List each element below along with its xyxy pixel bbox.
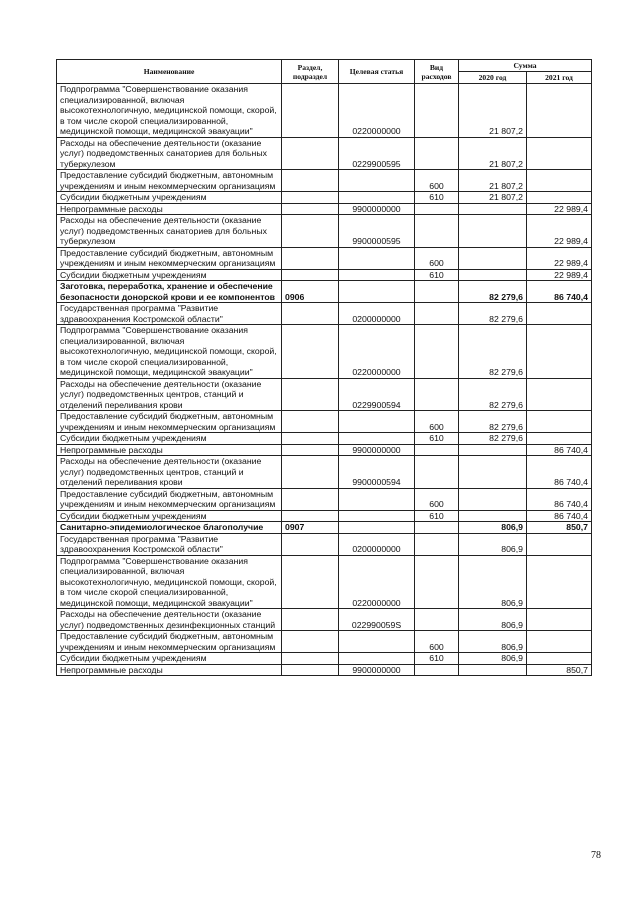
row-expense-type: 600 xyxy=(415,631,459,653)
row-expense-type xyxy=(415,522,459,534)
row-section xyxy=(282,488,339,510)
row-sum-2020: 82 279,6 xyxy=(459,325,527,379)
table-row xyxy=(57,664,592,676)
row-sum-2021 xyxy=(527,653,592,665)
header-sum: Сумма xyxy=(459,60,592,72)
row-name: Расходы на обеспечение деятельности (оказание услуг) подведомственных центров, станций и отделений переливания крови xyxy=(57,378,282,411)
header-year-2021: 2021 год xyxy=(527,72,592,84)
row-sum-2021 xyxy=(527,555,592,609)
row-name: Подпрограмма "Совершенствование оказания специализированной, включая высокотехнологичную, медицинской помощи, скорой, в том числе скорой специализированной, медицинской помощи, медицинской эвакуации" xyxy=(57,84,282,138)
row-target xyxy=(339,488,415,510)
row-section xyxy=(282,555,339,609)
table-row xyxy=(57,281,592,303)
row-target: 9900000000 xyxy=(339,664,415,676)
header-expense-type: Вид расходов xyxy=(415,60,459,84)
row-expense-type xyxy=(415,215,459,248)
table-row xyxy=(57,631,592,653)
row-expense-type: 600 xyxy=(415,170,459,192)
header-name: Наименование xyxy=(57,60,282,84)
row-sum-2020: 806,9 xyxy=(459,653,527,665)
header-target: Целевая статья xyxy=(339,60,415,84)
row-sum-2020: 21 807,2 xyxy=(459,137,527,170)
row-name: Непрограммные расходы xyxy=(57,664,282,676)
row-sum-2021 xyxy=(527,631,592,653)
row-name: Подпрограмма "Совершенствование оказания специализированной, включая высокотехнологичную, медицинской помощи, скорой, в том числе скорой специализированной, медицинской помощи, медицинской эвакуации" xyxy=(57,555,282,609)
row-target: 0220000000 xyxy=(339,84,415,138)
row-section xyxy=(282,444,339,456)
row-sum-2020: 82 279,6 xyxy=(459,411,527,433)
row-target: 0229900595 xyxy=(339,137,415,170)
row-section: 0906 xyxy=(282,281,339,303)
row-name: Предоставление субсидий бюджетным, автономным учреждениям и иным некоммерческим организациям xyxy=(57,247,282,269)
row-name: Субсидии бюджетным учреждениям xyxy=(57,433,282,445)
row-sum-2021 xyxy=(527,84,592,138)
row-sum-2021: 86 740,4 xyxy=(527,444,592,456)
row-sum-2021 xyxy=(527,609,592,631)
table-row xyxy=(57,215,592,248)
table-row xyxy=(57,456,592,489)
row-sum-2021 xyxy=(527,192,592,204)
row-name: Субсидии бюджетным учреждениям xyxy=(57,510,282,522)
row-sum-2021 xyxy=(527,533,592,555)
row-target: 0200000000 xyxy=(339,533,415,555)
row-name: Государственная программа "Развитие здравоохранения Костромской области" xyxy=(57,303,282,325)
header-year-2020: 2020 год xyxy=(459,72,527,84)
row-section xyxy=(282,137,339,170)
row-target xyxy=(339,653,415,665)
row-sum-2020 xyxy=(459,444,527,456)
row-name: Расходы на обеспечение деятельности (оказание услуг) подведомственных санаториев для больных туберкулезом xyxy=(57,137,282,170)
row-name: Предоставление субсидий бюджетным, автономным учреждениям и иным некоммерческим организациям xyxy=(57,488,282,510)
row-target xyxy=(339,411,415,433)
row-expense-type: 600 xyxy=(415,411,459,433)
table-row xyxy=(57,84,592,138)
row-expense-type xyxy=(415,533,459,555)
budget-table xyxy=(56,59,592,676)
row-expense-type: 600 xyxy=(415,247,459,269)
row-section xyxy=(282,303,339,325)
row-target: 0229900594 xyxy=(339,378,415,411)
row-sum-2021 xyxy=(527,411,592,433)
row-name: Заготовка, переработка, хранение и обеспечение безопасности донорской крови и ее компонентов xyxy=(57,281,282,303)
row-expense-type xyxy=(415,444,459,456)
row-expense-type: 610 xyxy=(415,510,459,522)
table-row xyxy=(57,609,592,631)
row-sum-2021: 22 989,4 xyxy=(527,215,592,248)
row-sum-2020 xyxy=(459,247,527,269)
row-sum-2020 xyxy=(459,456,527,489)
row-section xyxy=(282,215,339,248)
row-expense-type xyxy=(415,137,459,170)
row-expense-type: 610 xyxy=(415,433,459,445)
row-section: 0907 xyxy=(282,522,339,534)
table-row xyxy=(57,533,592,555)
row-section xyxy=(282,203,339,215)
row-target xyxy=(339,281,415,303)
row-section xyxy=(282,653,339,665)
row-name: Подпрограмма "Совершенствование оказания специализированной, включая высокотехнологичную, медицинской помощи, скорой, в том числе скорой специализированной, медицинской помощи, медицинской эвакуации" xyxy=(57,325,282,379)
row-sum-2020: 806,9 xyxy=(459,609,527,631)
row-sum-2021 xyxy=(527,303,592,325)
row-target: 0200000000 xyxy=(339,303,415,325)
row-name: Непрограммные расходы xyxy=(57,444,282,456)
row-section xyxy=(282,609,339,631)
row-target: 022990059S xyxy=(339,609,415,631)
row-name: Субсидии бюджетным учреждениям xyxy=(57,192,282,204)
row-section xyxy=(282,247,339,269)
page-number: 78 xyxy=(591,850,601,861)
row-sum-2020: 21 807,2 xyxy=(459,84,527,138)
table-row xyxy=(57,653,592,665)
row-target xyxy=(339,247,415,269)
row-expense-type xyxy=(415,84,459,138)
row-expense-type xyxy=(415,378,459,411)
row-sum-2021: 22 989,4 xyxy=(527,203,592,215)
row-target xyxy=(339,170,415,192)
row-sum-2020 xyxy=(459,215,527,248)
row-section xyxy=(282,456,339,489)
row-target: 9900000000 xyxy=(339,203,415,215)
row-expense-type xyxy=(415,664,459,676)
table-row xyxy=(57,247,592,269)
row-sum-2020 xyxy=(459,510,527,522)
row-sum-2020: 82 279,6 xyxy=(459,281,527,303)
row-sum-2020: 806,9 xyxy=(459,533,527,555)
row-sum-2020 xyxy=(459,488,527,510)
row-name: Предоставление субсидий бюджетным, автономным учреждениям и иным некоммерческим организациям xyxy=(57,631,282,653)
row-target xyxy=(339,433,415,445)
row-name: Предоставление субсидий бюджетным, автономным учреждениям и иным некоммерческим организациям xyxy=(57,411,282,433)
row-name: Расходы на обеспечение деятельности (оказание услуг) подведомственных центров, станций и отделений переливания крови xyxy=(57,456,282,489)
row-sum-2021: 86 740,4 xyxy=(527,488,592,510)
table-row xyxy=(57,137,592,170)
row-target: 0220000000 xyxy=(339,555,415,609)
row-section xyxy=(282,170,339,192)
row-sum-2021: 86 740,4 xyxy=(527,510,592,522)
row-sum-2020 xyxy=(459,269,527,281)
row-expense-type xyxy=(415,281,459,303)
table-row xyxy=(57,192,592,204)
row-section xyxy=(282,433,339,445)
row-section xyxy=(282,664,339,676)
row-section xyxy=(282,84,339,138)
row-section xyxy=(282,510,339,522)
row-sum-2021: 850,7 xyxy=(527,522,592,534)
row-section xyxy=(282,192,339,204)
row-expense-type: 610 xyxy=(415,269,459,281)
table-row xyxy=(57,378,592,411)
row-target: 0220000000 xyxy=(339,325,415,379)
row-name: Расходы на обеспечение деятельности (оказание услуг) подведомственных санаториев для больных туберкулезом xyxy=(57,215,282,248)
row-sum-2021 xyxy=(527,170,592,192)
row-target xyxy=(339,192,415,204)
row-sum-2020: 21 807,2 xyxy=(459,170,527,192)
row-sum-2021: 850,7 xyxy=(527,664,592,676)
table-row xyxy=(57,325,592,379)
table-row xyxy=(57,269,592,281)
row-sum-2020: 806,9 xyxy=(459,631,527,653)
row-section xyxy=(282,631,339,653)
row-section xyxy=(282,378,339,411)
table-row xyxy=(57,170,592,192)
row-sum-2021 xyxy=(527,325,592,379)
row-expense-type: 610 xyxy=(415,192,459,204)
row-target: 9900000594 xyxy=(339,456,415,489)
row-sum-2020: 806,9 xyxy=(459,555,527,609)
row-target xyxy=(339,510,415,522)
row-section xyxy=(282,533,339,555)
table-body xyxy=(57,84,592,676)
row-section xyxy=(282,325,339,379)
row-name: Субсидии бюджетным учреждениям xyxy=(57,653,282,665)
row-sum-2020: 21 807,2 xyxy=(459,192,527,204)
row-sum-2021: 86 740,4 xyxy=(527,456,592,489)
table-header xyxy=(57,60,592,84)
row-name: Расходы на обеспечение деятельности (оказание услуг) подведомственных дезинфекционных станций xyxy=(57,609,282,631)
row-sum-2021 xyxy=(527,378,592,411)
table-row xyxy=(57,555,592,609)
row-sum-2021 xyxy=(527,433,592,445)
row-name: Непрограммные расходы xyxy=(57,203,282,215)
row-name: Предоставление субсидий бюджетным, автономным учреждениям и иным некоммерческим организациям xyxy=(57,170,282,192)
row-name: Санитарно-эпидемиологическое благополучие xyxy=(57,522,282,534)
table-row xyxy=(57,444,592,456)
table-row xyxy=(57,522,592,534)
row-expense-type xyxy=(415,203,459,215)
row-expense-type: 600 xyxy=(415,488,459,510)
table-row xyxy=(57,433,592,445)
table-row xyxy=(57,303,592,325)
row-section xyxy=(282,411,339,433)
row-sum-2020: 806,9 xyxy=(459,522,527,534)
row-name: Субсидии бюджетным учреждениям xyxy=(57,269,282,281)
table-row xyxy=(57,411,592,433)
row-target xyxy=(339,522,415,534)
row-sum-2020: 82 279,6 xyxy=(459,303,527,325)
row-expense-type: 610 xyxy=(415,653,459,665)
row-expense-type xyxy=(415,325,459,379)
header-section: Раздел, подраздел xyxy=(282,60,339,84)
row-sum-2021: 22 989,4 xyxy=(527,269,592,281)
row-expense-type xyxy=(415,555,459,609)
row-target xyxy=(339,631,415,653)
table-row xyxy=(57,488,592,510)
row-section xyxy=(282,269,339,281)
row-sum-2021: 22 989,4 xyxy=(527,247,592,269)
row-target xyxy=(339,269,415,281)
table-row xyxy=(57,510,592,522)
row-sum-2021: 86 740,4 xyxy=(527,281,592,303)
row-sum-2021 xyxy=(527,137,592,170)
row-expense-type xyxy=(415,456,459,489)
row-expense-type xyxy=(415,303,459,325)
row-sum-2020: 82 279,6 xyxy=(459,433,527,445)
row-sum-2020 xyxy=(459,664,527,676)
row-sum-2020: 82 279,6 xyxy=(459,378,527,411)
row-target: 9900000000 xyxy=(339,444,415,456)
table-row xyxy=(57,203,592,215)
row-expense-type xyxy=(415,609,459,631)
row-name: Государственная программа "Развитие здравоохранения Костромской области" xyxy=(57,533,282,555)
row-target: 9900000595 xyxy=(339,215,415,248)
row-sum-2020 xyxy=(459,203,527,215)
